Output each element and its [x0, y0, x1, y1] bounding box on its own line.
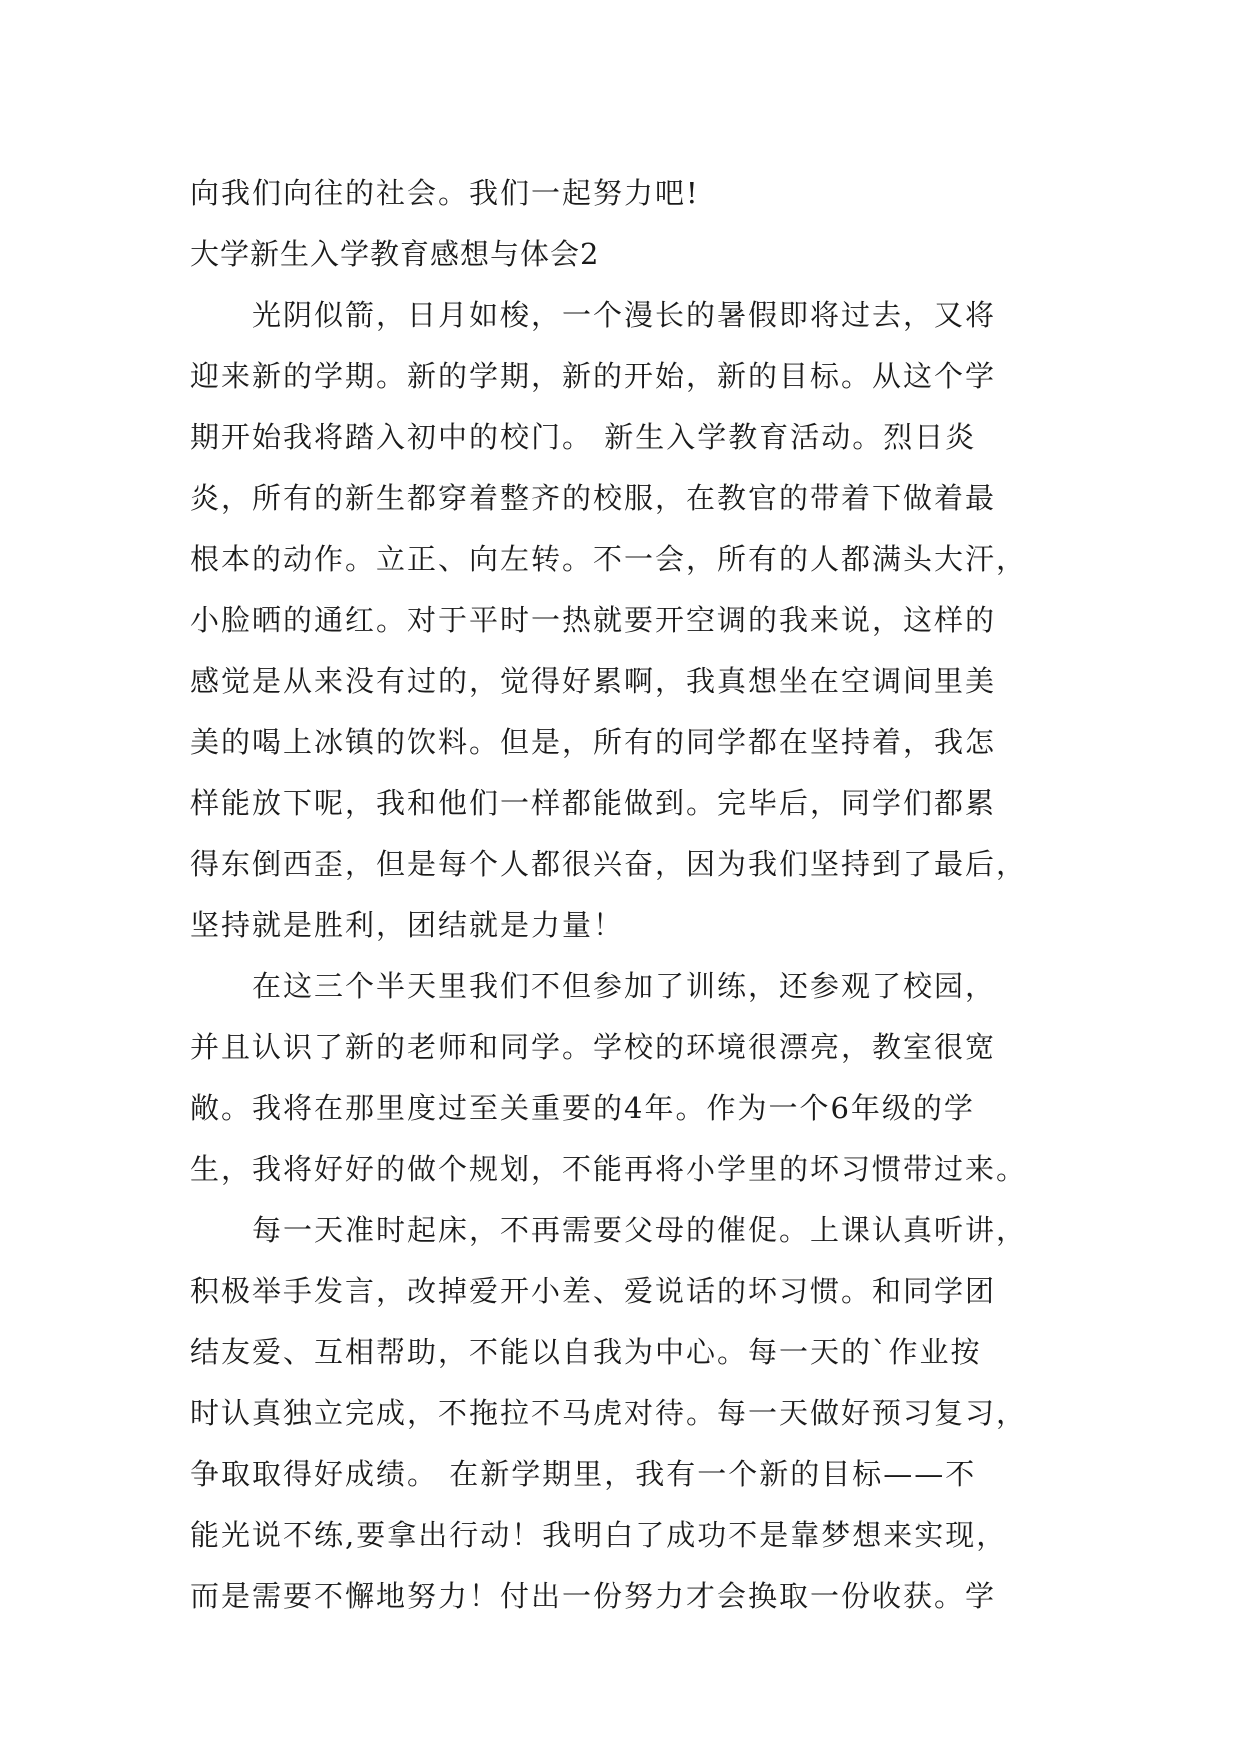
text-line: 期开始我将踏入初中的校门。 新生入学教育活动。烈日炎 [190, 420, 977, 454]
text-line: 积极举手发言，改掉爱开小差、爱说话的坏习惯。和同学团 [190, 1274, 997, 1308]
text-line: 小脸晒的通红。对于平时一热就要开空调的我来说，这样的 [190, 603, 997, 637]
text-line: 并且认识了新的老师和同学。学校的环境很漂亮，教室很宽 [190, 1030, 997, 1064]
text-line: 在这三个半天里我们不但参加了训练，还参观了校园， [190, 969, 997, 1003]
text-line: 每一天准时起床，不再需要父母的催促。上课认真听讲， [190, 1213, 1028, 1247]
text-line: 迎来新的学期。新的学期，新的开始，新的目标。从这个学 [190, 359, 997, 393]
text-line: 生，我将好好的做个规划，不能再将小学里的坏习惯带过来。 [190, 1152, 1028, 1186]
essay-title: 大学新生入学教育感想与体会2 [190, 237, 600, 271]
essay-text [190, 163, 1070, 1627]
text-line: 争取取得好成绩。 在新学期里，我有一个新的目标——不 [190, 1457, 977, 1491]
text-line: 而是需要不懈地努力！付出一份努力才会换取一份收获。学 [190, 1579, 997, 1613]
text-line: 得东倒西歪，但是每个人都很兴奋，因为我们坚持到了最后， [190, 847, 1028, 881]
text-line: 敞。我将在那里度过至关重要的4年。作为一个6年级的学 [190, 1091, 975, 1125]
text-line: 光阴似箭，日月如梭，一个漫长的暑假即将过去，又将 [190, 298, 997, 332]
text-line: 向我们向往的社会。我们一起努力吧! [190, 176, 700, 210]
text-line: 能光说不练,要拿出行动！我明白了成功不是靠梦想来实现， [190, 1518, 1008, 1552]
text-line: 炎，所有的新生都穿着整齐的校服，在教官的带着下做着最 [190, 481, 997, 515]
text-line: 样能放下呢，我和他们一样都能做到。完毕后，同学们都累 [190, 786, 997, 820]
text-line: 结友爱、互相帮助，不能以自我为中心。每一天的`作业按 [190, 1335, 982, 1369]
text-line: 美的喝上冰镇的饮料。但是，所有的同学都在坚持着，我怎 [190, 725, 997, 759]
text-line: 坚持就是胜利，团结就是力量！ [190, 908, 625, 942]
text-line: 感觉是从来没有过的，觉得好累啊，我真想坐在空调间里美 [190, 664, 997, 698]
text-line: 时认真独立完成，不拖拉不马虎对待。每一天做好预习复习， [190, 1396, 1028, 1430]
text-line: 根本的动作。立正、向左转。不一会，所有的人都满头大汗， [190, 542, 1028, 576]
